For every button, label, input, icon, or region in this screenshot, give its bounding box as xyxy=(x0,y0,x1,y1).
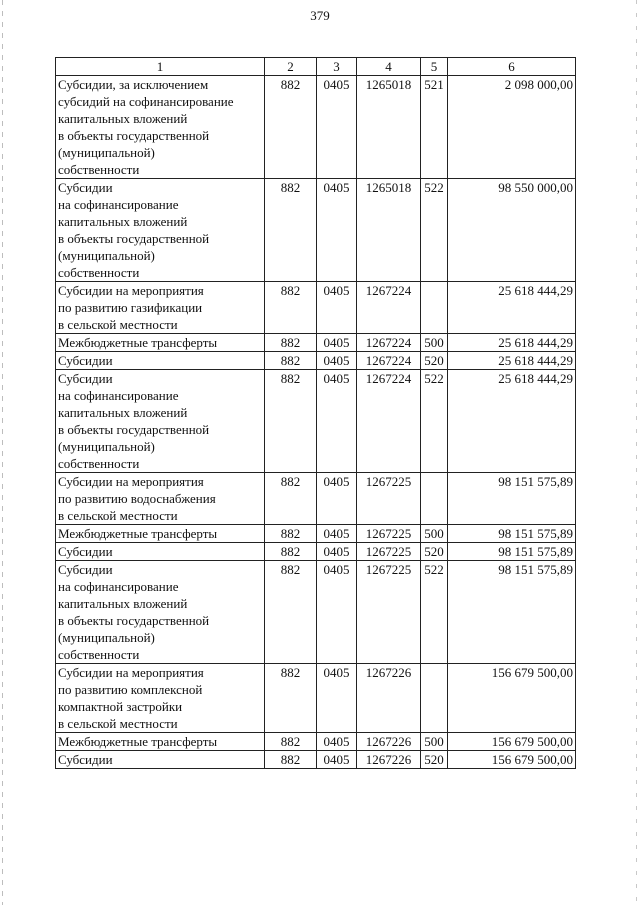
column-header-5: 5 xyxy=(421,58,448,76)
scan-edge-left xyxy=(2,0,3,905)
column-header-2: 2 xyxy=(265,58,317,76)
target-article-cell: 1265018 xyxy=(357,179,421,282)
target-article-cell: 1267226 xyxy=(357,664,421,733)
expense-type-cell: 520 xyxy=(421,751,448,769)
budget-table xyxy=(55,57,576,769)
ministry-code-cell: 882 xyxy=(265,352,317,370)
target-article-cell: 1267226 xyxy=(357,733,421,751)
table-row xyxy=(56,733,576,751)
ministry-code-cell: 882 xyxy=(265,473,317,525)
section-code-cell: 0405 xyxy=(317,282,357,334)
ministry-code-cell: 882 xyxy=(265,664,317,733)
target-article-cell: 1267226 xyxy=(357,751,421,769)
section-code-cell: 0405 xyxy=(317,179,357,282)
expense-type-cell xyxy=(421,664,448,733)
amount-cell: 98 151 575,89 xyxy=(448,525,576,543)
amount-cell: 25 618 444,29 xyxy=(448,282,576,334)
expense-type-cell xyxy=(421,282,448,334)
expense-name-cell: Субсидии на мероприятия по развитию газификации в сельской местности xyxy=(56,282,265,334)
column-header-1: 1 xyxy=(56,58,265,76)
section-code-cell: 0405 xyxy=(317,370,357,473)
page-number: 379 xyxy=(310,8,330,23)
expense-type-cell: 521 xyxy=(421,76,448,179)
table-row xyxy=(56,473,576,525)
expense-name-cell: Межбюджетные трансферты xyxy=(56,733,265,751)
table-row xyxy=(56,370,576,473)
expense-type-cell xyxy=(421,473,448,525)
amount-cell: 156 679 500,00 xyxy=(448,664,576,733)
expense-type-cell: 522 xyxy=(421,179,448,282)
ministry-code-cell: 882 xyxy=(265,370,317,473)
expense-name-cell: Межбюджетные трансферты xyxy=(56,334,265,352)
table-row xyxy=(56,525,576,543)
amount-cell: 156 679 500,00 xyxy=(448,751,576,769)
target-article-cell: 1267224 xyxy=(357,282,421,334)
target-article-cell: 1267225 xyxy=(357,525,421,543)
ministry-code-cell: 882 xyxy=(265,76,317,179)
ministry-code-cell: 882 xyxy=(265,179,317,282)
column-header-6: 6 xyxy=(448,58,576,76)
table-row xyxy=(56,352,576,370)
section-code-cell: 0405 xyxy=(317,561,357,664)
target-article-cell: 1267224 xyxy=(357,352,421,370)
expense-name-cell: Субсидии, за исключением субсидий на софинансирование капитальных вложений в объекты государственной (муниципальной) собственности xyxy=(56,76,265,179)
section-code-cell: 0405 xyxy=(317,352,357,370)
section-code-cell: 0405 xyxy=(317,751,357,769)
table-row xyxy=(56,76,576,179)
target-article-cell: 1267225 xyxy=(357,561,421,664)
amount-cell: 2 098 000,00 xyxy=(448,76,576,179)
expense-name-cell: Субсидии на мероприятия по развитию водоснабжения в сельской местности xyxy=(56,473,265,525)
expense-type-cell: 500 xyxy=(421,525,448,543)
table-row xyxy=(56,664,576,733)
amount-cell: 25 618 444,29 xyxy=(448,370,576,473)
amount-cell: 98 151 575,89 xyxy=(448,561,576,664)
expense-type-cell: 522 xyxy=(421,561,448,664)
expense-name-cell: Субсидии xyxy=(56,352,265,370)
section-code-cell: 0405 xyxy=(317,525,357,543)
table-row xyxy=(56,334,576,352)
expense-name-cell: Субсидии xyxy=(56,751,265,769)
ministry-code-cell: 882 xyxy=(265,561,317,664)
ministry-code-cell: 882 xyxy=(265,543,317,561)
expense-name-cell: Субсидии на софинансирование капитальных вложений в объекты государственной (муниципальной) собственности xyxy=(56,561,265,664)
expense-type-cell: 520 xyxy=(421,352,448,370)
target-article-cell: 1267225 xyxy=(357,473,421,525)
target-article-cell: 1267224 xyxy=(357,334,421,352)
amount-cell: 25 618 444,29 xyxy=(448,352,576,370)
column-header-3: 3 xyxy=(317,58,357,76)
expense-type-cell: 522 xyxy=(421,370,448,473)
amount-cell: 98 151 575,89 xyxy=(448,543,576,561)
expense-name-cell: Субсидии на мероприятия по развитию комплексной компактной застройки в сельской местности xyxy=(56,664,265,733)
expense-type-cell: 520 xyxy=(421,543,448,561)
table-row xyxy=(56,179,576,282)
section-code-cell: 0405 xyxy=(317,543,357,561)
amount-cell: 25 618 444,29 xyxy=(448,334,576,352)
table-header-row xyxy=(56,58,576,76)
section-code-cell: 0405 xyxy=(317,664,357,733)
expense-type-cell: 500 xyxy=(421,733,448,751)
table-row xyxy=(56,561,576,664)
column-header-4: 4 xyxy=(357,58,421,76)
section-code-cell: 0405 xyxy=(317,733,357,751)
expense-name-cell: Межбюджетные трансферты xyxy=(56,525,265,543)
amount-cell: 98 151 575,89 xyxy=(448,473,576,525)
ministry-code-cell: 882 xyxy=(265,334,317,352)
table-row xyxy=(56,282,576,334)
expense-type-cell: 500 xyxy=(421,334,448,352)
section-code-cell: 0405 xyxy=(317,76,357,179)
ministry-code-cell: 882 xyxy=(265,525,317,543)
expense-name-cell: Субсидии на софинансирование капитальных вложений в объекты государственной (муниципальной) собственности xyxy=(56,179,265,282)
ministry-code-cell: 882 xyxy=(265,282,317,334)
target-article-cell: 1265018 xyxy=(357,76,421,179)
section-code-cell: 0405 xyxy=(317,334,357,352)
ministry-code-cell: 882 xyxy=(265,733,317,751)
amount-cell: 98 550 000,00 xyxy=(448,179,576,282)
table-row xyxy=(56,543,576,561)
target-article-cell: 1267225 xyxy=(357,543,421,561)
target-article-cell: 1267224 xyxy=(357,370,421,473)
amount-cell: 156 679 500,00 xyxy=(448,733,576,751)
ministry-code-cell: 882 xyxy=(265,751,317,769)
scan-edge-right xyxy=(636,0,637,905)
table-row xyxy=(56,751,576,769)
expense-name-cell: Субсидии на софинансирование капитальных вложений в объекты государственной (муниципальной) собственности xyxy=(56,370,265,473)
expense-name-cell: Субсидии xyxy=(56,543,265,561)
section-code-cell: 0405 xyxy=(317,473,357,525)
